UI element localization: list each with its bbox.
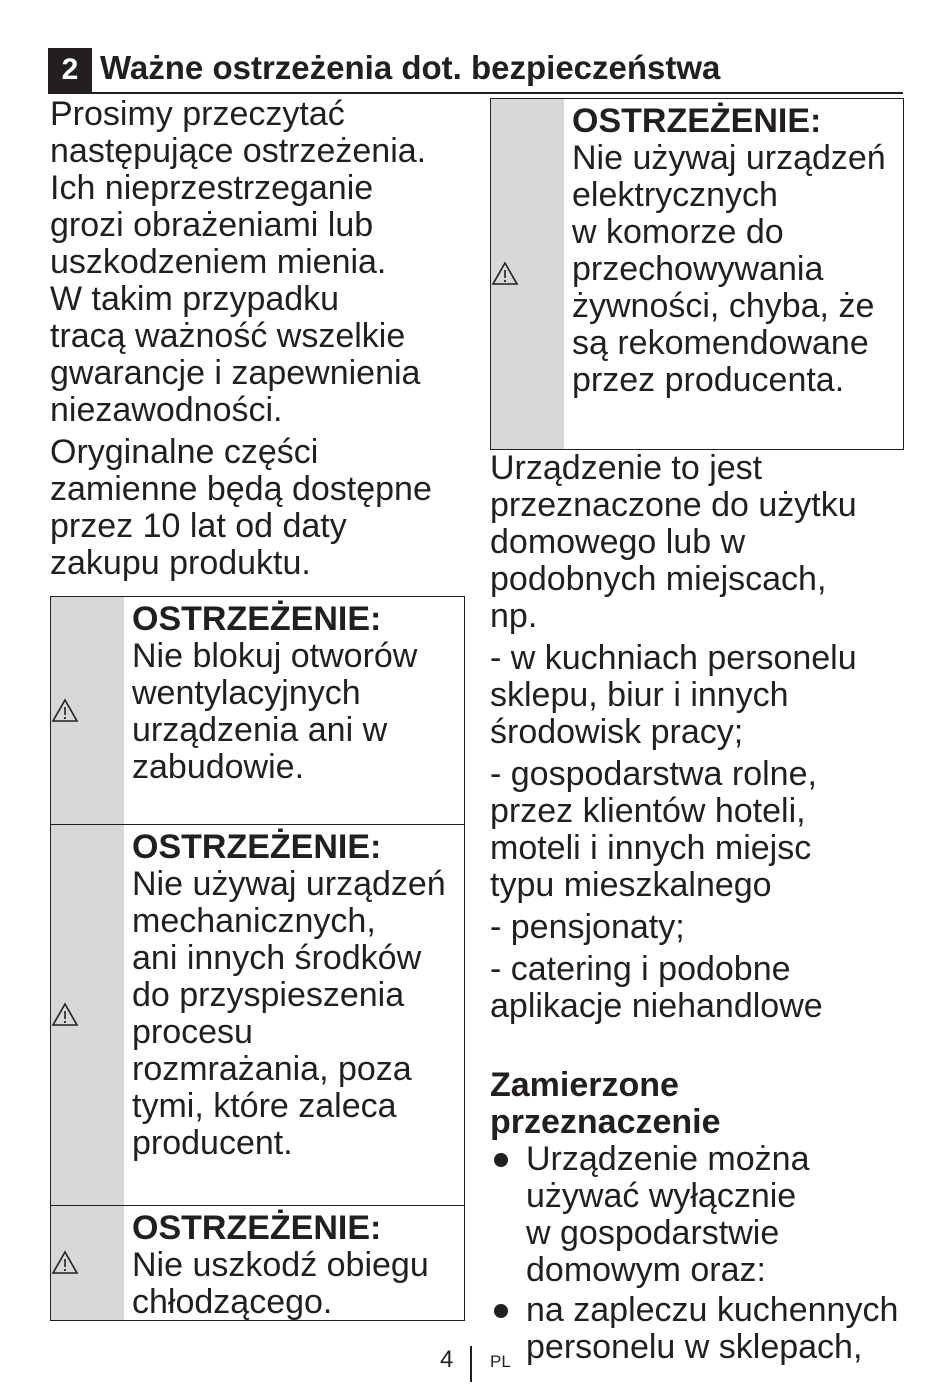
list-item [490, 1292, 904, 1366]
footer-divider [470, 1346, 472, 1382]
usage-item-catering: - catering i podobne aplikacje niehandlowe [490, 950, 823, 1025]
intended-use-heading: Zamierzone przeznaczenie [490, 1066, 721, 1141]
section-header [48, 46, 903, 94]
warning-band [51, 825, 124, 1205]
warning-band [491, 99, 564, 449]
list-item-text: Urządzenie można używać wyłącznie w gospodarstwie domowym oraz: [526, 1140, 810, 1289]
bullet-dot-icon [494, 1153, 508, 1167]
intro-paragraph: Prosimy przeczytać następujące ostrzeżenia. Ich nieprzestrzeganie grozi obrażeniami lub uszkodzeniem mienia. W takim przypadku tracą ważność wszelkie gwarancje i zapewnienia niezawodności. [50, 95, 427, 429]
warning-triangle-icon [51, 1002, 79, 1028]
section-title: Ważne ostrzeżenia dot. bezpieczeństwa [100, 49, 721, 86]
warning-text: Nie używaj urządzeń mechanicznych, ani innych środków do przyspieszenia procesu rozmrażania, poza tymi, które zaleca producent. [132, 865, 446, 1162]
warning-heading: OSTRZEŻENIE: [132, 600, 382, 638]
warning-box-cooling-circuit [50, 1206, 465, 1321]
warning-text: Nie blokuj otworów wentylacyjnych urządzenia ani w zabudowie. [132, 637, 418, 786]
warning-text: Nie uszkodź obiegu chłodzącego. [132, 1246, 429, 1321]
bullet-dot-icon [494, 1304, 508, 1318]
section-number: 2 [48, 48, 92, 92]
intended-use-list [490, 1141, 904, 1366]
spare-parts-paragraph: Oryginalne części zamienne będą dostępne przez 10 lat od daty zakupu produktu. [50, 433, 432, 582]
language-code: PL [490, 1352, 511, 1371]
right-column [490, 96, 904, 1366]
list-item [490, 1141, 904, 1289]
warning-text: Nie używaj urządzeń elektrycznych w komorze do przechowywania żywności, chyba, że są rekomendowane przez producenta. [572, 139, 886, 399]
warning-box-ventilation [50, 596, 465, 825]
usage-item-staff-kitchens: - w kuchniach personelu sklepu, biur i innych środowisk pracy; [490, 639, 857, 751]
warning-heading: OSTRZEŻENIE: [572, 102, 822, 140]
warning-band [51, 597, 124, 824]
warning-band [51, 1206, 124, 1320]
page-number: 4 [440, 1346, 454, 1373]
warning-heading: OSTRZEŻENIE: [132, 1209, 382, 1247]
warning-box-electrical [490, 98, 904, 450]
warning-box-defrosting [50, 825, 465, 1206]
usage-item-farms-hotels: - gospodarstwa rolne, przez klientów hoteli, moteli i innych miejsc typu mieszkalnego [490, 755, 817, 904]
left-column [50, 96, 465, 1321]
list-item-text: na zapleczu kuchennych personelu w sklepach, [526, 1291, 899, 1366]
warning-heading: OSTRZEŻENIE: [132, 828, 382, 866]
warning-triangle-icon [51, 1250, 79, 1276]
warning-triangle-icon [51, 698, 79, 724]
warning-triangle-icon [491, 261, 519, 287]
usage-item-guesthouses: - pensjonaty; [490, 908, 685, 946]
usage-paragraph: Urządzenie to jest przeznaczone do użytku domowego lub w podobnych miejscach, np. [490, 449, 857, 635]
